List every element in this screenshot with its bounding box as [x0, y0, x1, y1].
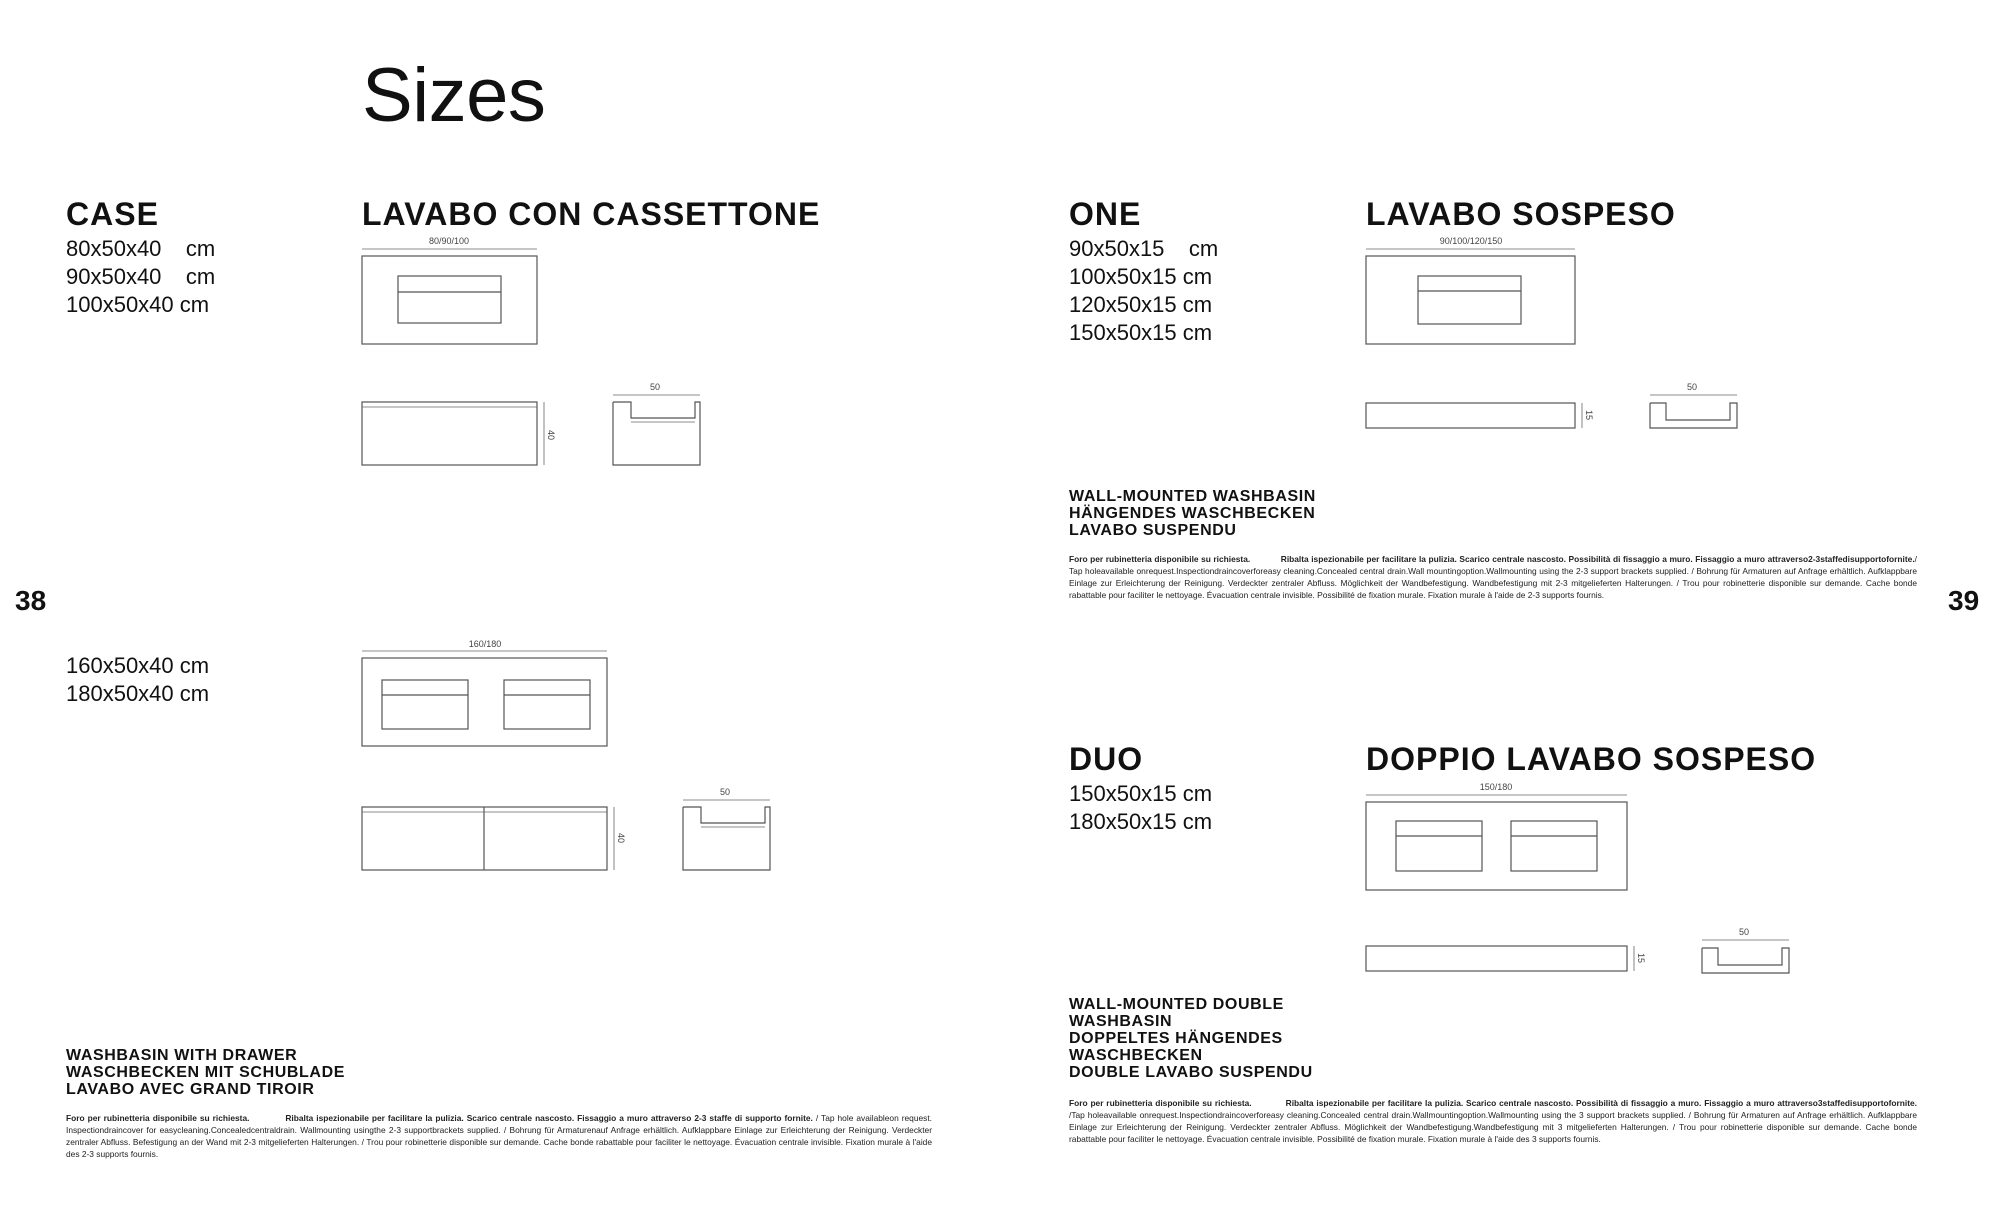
duo-size-item: 180x50x15 cm — [1069, 809, 1213, 834]
case-single-front-view — [355, 395, 555, 475]
one-size-item: 90x50x15 cm — [1069, 236, 1219, 261]
one-height-label: 15 — [1584, 409, 1594, 421]
case-description-line: WASHBASIN WITH DRAWER — [66, 1047, 298, 1064]
case-note-bold: Foro per rubinetteria disponibile su richiesta. — [66, 1113, 250, 1123]
one-top-view — [1359, 234, 1589, 349]
case-description-line: WASCHBECKEN MIT SCHUBLADE — [66, 1064, 345, 1081]
case-double-front-view — [355, 800, 625, 880]
duo-height-label: 15 — [1636, 952, 1646, 964]
one-note — [1069, 553, 1917, 601]
duo-description-line: WALL-MOUNTED DOUBLE — [1069, 996, 1284, 1013]
one-note-text: / Tap holeavailable onrequest.Inspectiondraincoverforeasy cleaning.Concealed central drain.Wall mountingoption.Wallmounting using the 2-3 support brackets supplied. / Bohrung für Armaturen auf Anfrage erhältlich. Aufklappbare Einlage zur Erleichterung der Reinigung. Verdeckter zentraler Abfluss. Möglichkeit der Wandbefestigung. Wandbefestigung mit 2-3 mitgelieferten Halterungen. / Trou pour robinetterie disponible sur demande. Cache bonde rabattable pour faciliter le nettoyage. Évacuation centrale invisible. Possibilité de fixation murale. Fixation murale à l'aide de 2-3 supports fournis. — [1069, 554, 1917, 600]
duo-note-bold: Foro per rubinetteria disponibile su richiesta. — [1069, 1098, 1252, 1108]
one-note-bold: Foro per rubinetteria disponibile su richiesta. — [1069, 554, 1251, 564]
case-single-side-view — [605, 380, 715, 475]
duo-model-name: DUO — [1069, 741, 1144, 777]
page-title: Sizes — [362, 53, 546, 138]
case-double-depth-label: 50 — [719, 787, 731, 797]
one-depth-label: 50 — [1686, 382, 1698, 392]
one-size-item: 150x50x15 cm — [1069, 320, 1213, 345]
case-height-label: 40 — [546, 429, 556, 441]
duo-description-line: WASCHBECKEN — [1069, 1047, 1203, 1064]
duo-depth-label: 50 — [1738, 927, 1750, 937]
one-italian-name: LAVABO SOSPESO — [1366, 196, 1676, 232]
one-size-list — [1069, 235, 1218, 347]
one-front-view — [1359, 397, 1599, 437]
one-model-name: ONE — [1069, 196, 1142, 232]
case-depth-label: 50 — [649, 382, 661, 392]
case-single-width-label: 80/90/100 — [428, 236, 470, 246]
duo-note — [1069, 1097, 1917, 1145]
one-size-item: 120x50x15 cm — [1069, 292, 1213, 317]
case-note-bold: Ribalta ispezionabile per facilitare la pulizia. Scarico centrale nascosto. Fissaggio a muro attraverso 2-3 staffe di supporto fornite. — [285, 1113, 813, 1123]
case-size-item: 100x50x40 cm — [66, 292, 210, 317]
case-size-item: 180x50x40 cm — [66, 681, 210, 706]
duo-size-list — [1069, 780, 1212, 836]
one-description — [1069, 488, 1316, 539]
case-size-item: 90x50x40 cm — [66, 264, 216, 289]
duo-size-item: 150x50x15 cm — [1069, 781, 1213, 806]
case-size-list — [66, 235, 215, 319]
duo-note-bold: Ribalta ispezionabile per facilitare la pulizia. Scarico centrale nascosto. Possibilità di fissaggio a muro. Fissaggio a muro attraverso3staffedisupportofornite. — [1285, 1098, 1917, 1108]
page-number-left: 38 — [15, 585, 47, 616]
duo-front-view — [1359, 940, 1649, 980]
case-double-height-label: 40 — [616, 832, 626, 844]
duo-description-line: WASHBASIN — [1069, 1013, 1173, 1030]
case-model-name: CASE — [66, 196, 159, 232]
one-note-bold: Ribalta ispezionabile per facilitare la pulizia. Scarico centrale nascosto. Possibilità di fissaggio a muro. Fissaggio a muro attraverso2-3staffedisupportofornite. — [1280, 554, 1915, 564]
case-double-width-label: 160/180 — [468, 639, 502, 649]
duo-side-view — [1694, 925, 1804, 985]
one-description-line: LAVABO SUSPENDU — [1069, 522, 1237, 539]
case-single-top-view — [355, 234, 545, 349]
case-double-size-list — [66, 652, 209, 708]
duo-description — [1069, 996, 1313, 1081]
duo-note-text: /Tap holeavailable onrequest.Inspectiondraincoverforeasy cleaning.Concealed central drain.Wallmountingoption.Wallmounting using the 3 support brackets supplied. / Bohrung für Armaturen auf Anfrage erhältlich. Aufklappbare Einlage zur Erleichterung der Reinigung. Verdeckter zentraler Abfluss. Möglichkeit der Wandbefestigung.Wandbefestigung mit 3 mitgelieferten Halterungen. / Trou pour robinetterie disponible sur demande. Cache bonde rabattable pour faciliter le nettoyage. Évacuation centrale invisible. Possibilité de fixation murale. Fixation murale à l'aide des 3 supports fournis. — [1069, 1110, 1917, 1144]
duo-description-line: DOPPELTES HÄNGENDES — [1069, 1030, 1283, 1047]
case-note-text: / Tap hole availableon request. Inspectiondraincover for easycleaning.Concealedcentraldrain. Wallmounting usingthe 2-3 supportbrackets supplied. / Bohrung für Armaturenauf Anfrage erhältlich. Aufklappbare Einlage zur Erleichterung der Reinigung. Verdeckter zentraler Abfluss. Befestigung an der Wand mit 2-3 mitgelieferten Halterungen. / Trou pour robinetterie disponible sur demande. Cache bonde rabattable pour faciliter le nettoyage. Évacuation centrale invisible. Fixation murale à l'aide des 2-3 supports fournis. — [66, 1113, 932, 1159]
duo-description-line: DOUBLE LAVABO SUSPENDU — [1069, 1064, 1313, 1081]
case-double-top-view — [355, 640, 615, 755]
duo-width-label: 150/180 — [1479, 782, 1513, 792]
case-size-item: 80x50x40 cm — [66, 236, 216, 261]
one-description-line: HÄNGENDES WASCHBECKEN — [1069, 505, 1316, 522]
duo-italian-name: DOPPIO LAVABO SOSPESO — [1366, 741, 1817, 777]
one-size-item: 100x50x15 cm — [1069, 264, 1213, 289]
case-size-item: 160x50x40 cm — [66, 653, 210, 678]
one-side-view — [1642, 380, 1752, 440]
case-italian-name: LAVABO CON CASSETTONE — [362, 196, 821, 232]
duo-top-view — [1359, 780, 1639, 895]
case-note — [66, 1112, 932, 1160]
page-number-right: 39 — [1948, 585, 1980, 616]
one-width-label: 90/100/120/150 — [1439, 236, 1503, 246]
case-description — [66, 1047, 345, 1098]
case-description-line: LAVABO AVEC GRAND TIROIR — [66, 1081, 315, 1098]
case-double-side-view — [675, 785, 785, 880]
one-description-line: WALL-MOUNTED WASHBASIN — [1069, 488, 1316, 505]
